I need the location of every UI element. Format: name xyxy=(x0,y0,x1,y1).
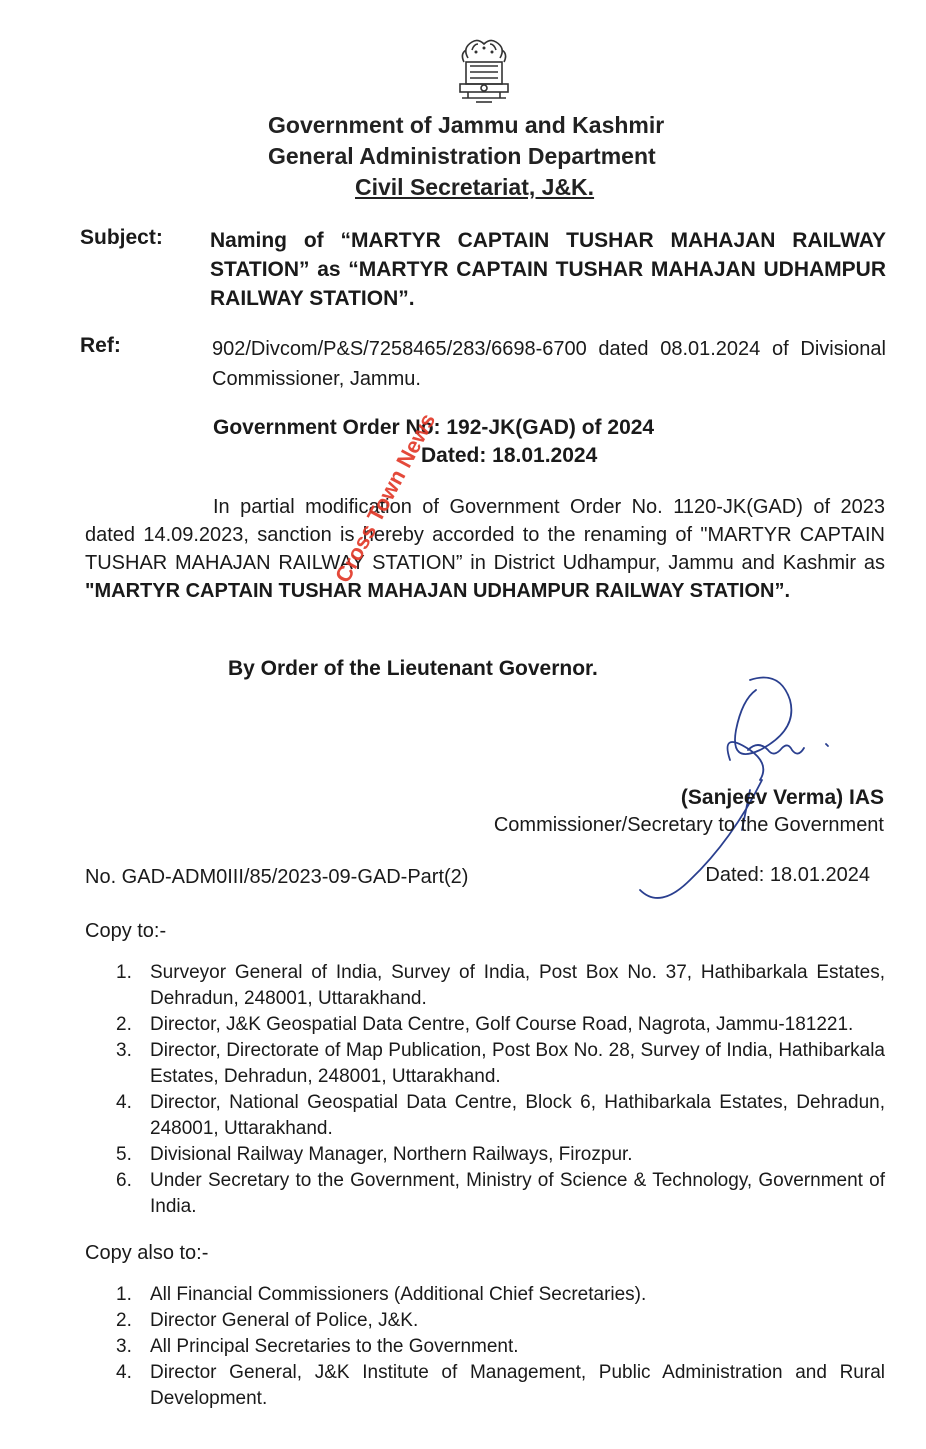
list-item-number: 3. xyxy=(116,1336,132,1357)
list-item xyxy=(110,1334,885,1360)
list-item-number: 6. xyxy=(116,1170,132,1191)
subject-text: Naming of “MARTYR CAPTAIN TUSHAR MAHAJAN RAILWAY STATION” as “MARTYR CAPTAIN TUSHAR MAHAJAN UDHAMPUR RAILWAY STATION”. xyxy=(210,229,886,310)
signer-name: (Sanjeev Verma) IAS xyxy=(680,786,884,809)
list-item-text: Director, National Geospatial Data Centre, Block 6, Hathibarkala Estates, Dehradun, 248001, Uttarakhand. xyxy=(150,1092,885,1139)
list-item xyxy=(110,1282,885,1308)
government-name: Government of Jammu and Kashmir xyxy=(268,112,665,138)
list-item-number: 1. xyxy=(116,1284,132,1305)
department-name: General Administration Department xyxy=(268,143,656,169)
order-body xyxy=(85,493,885,605)
list-item xyxy=(110,960,885,1012)
list-item xyxy=(110,1012,885,1038)
order-body-new-name: "MARTYR CAPTAIN TUSHAR MAHAJAN UDHAMPUR RAILWAY STATION”. xyxy=(85,580,791,602)
copy-to-list xyxy=(110,960,885,1220)
list-item-text: Under Secretary to the Government, Ministry of Science & Technology, Government of India. xyxy=(150,1170,885,1217)
ref-label: Ref: xyxy=(80,334,121,357)
list-item-text: Divisional Railway Manager, Northern Railways, Firozpur. xyxy=(150,1144,633,1165)
order-title: Government Order No: 192-JK(GAD) of 2024 xyxy=(213,416,655,439)
copy-to-heading: Copy to:- xyxy=(85,920,167,942)
list-item-text: Surveyor General of India, Survey of India, Post Box No. 37, Hathibarkala Estates, Dehradun, 248001, Uttarakhand. xyxy=(150,962,885,1009)
list-item xyxy=(110,1090,885,1142)
list-item-number: 4. xyxy=(116,1092,132,1113)
list-item-text: Director General, J&K Institute of Management, Public Administration and Rural Development. xyxy=(150,1362,885,1409)
list-item-text: All Principal Secretaries to the Government. xyxy=(150,1336,519,1357)
by-order-line: By Order of the Lieutenant Governor. xyxy=(228,657,598,680)
list-item xyxy=(110,1038,885,1090)
list-item-text: All Financial Commissioners (Additional Chief Secretaries). xyxy=(150,1284,647,1305)
list-item xyxy=(110,1360,885,1412)
secretariat-name: Civil Secretariat, J&K. xyxy=(355,174,595,200)
list-item xyxy=(110,1168,885,1220)
signer-title: Commissioner/Secretary to the Government xyxy=(493,814,884,836)
copy-also-to-heading: Copy also to:- xyxy=(85,1242,209,1264)
list-item-number: 1. xyxy=(116,962,132,983)
watermark: Cross Town News xyxy=(330,409,441,587)
list-item-text: Director, J&K Geospatial Data Centre, Golf Course Road, Nagrota, Jammu-181221. xyxy=(150,1014,854,1035)
ref-text: 902/Divcom/P&S/7258465/283/6698-6700 dated 08.01.2024 of Divisional Commissioner, Jammu. xyxy=(212,338,886,390)
reference-date: Dated: 18.01.2024 xyxy=(705,864,870,886)
letterhead xyxy=(0,110,926,203)
subject-label: Subject: xyxy=(80,226,163,249)
list-item-text: Director, Directorate of Map Publication, Post Box No. 28, Survey of India, Hathibarkala Estates, Dehradun, 248001, Uttarakhand. xyxy=(150,1040,885,1087)
order-body-text: In partial modification of Government Order No. 1120-JK(GAD) of 2023 dated 14.09.2023, sanction is hereby accorded to the renaming of "MARTYR CAPTAIN TUSHAR MAHAJAN RAILWAY STATION” in District Udhampur, Jammu and Kashmir as xyxy=(85,496,885,574)
list-item-text: Director General of Police, J&K. xyxy=(150,1310,419,1331)
copy-also-to-list xyxy=(110,1282,885,1412)
national-emblem-icon xyxy=(446,28,522,108)
order-date: Dated: 18.01.2024 xyxy=(421,444,598,467)
list-item-number: 3. xyxy=(116,1040,132,1061)
list-item xyxy=(110,1142,885,1168)
reference-number: No. GAD-ADM0III/85/2023-09-GAD-Part(2) xyxy=(85,866,469,888)
list-item xyxy=(110,1308,885,1334)
list-item-number: 2. xyxy=(116,1310,132,1331)
list-item-number: 2. xyxy=(116,1014,132,1035)
list-item-number: 5. xyxy=(116,1144,132,1165)
list-item-number: 4. xyxy=(116,1362,132,1383)
